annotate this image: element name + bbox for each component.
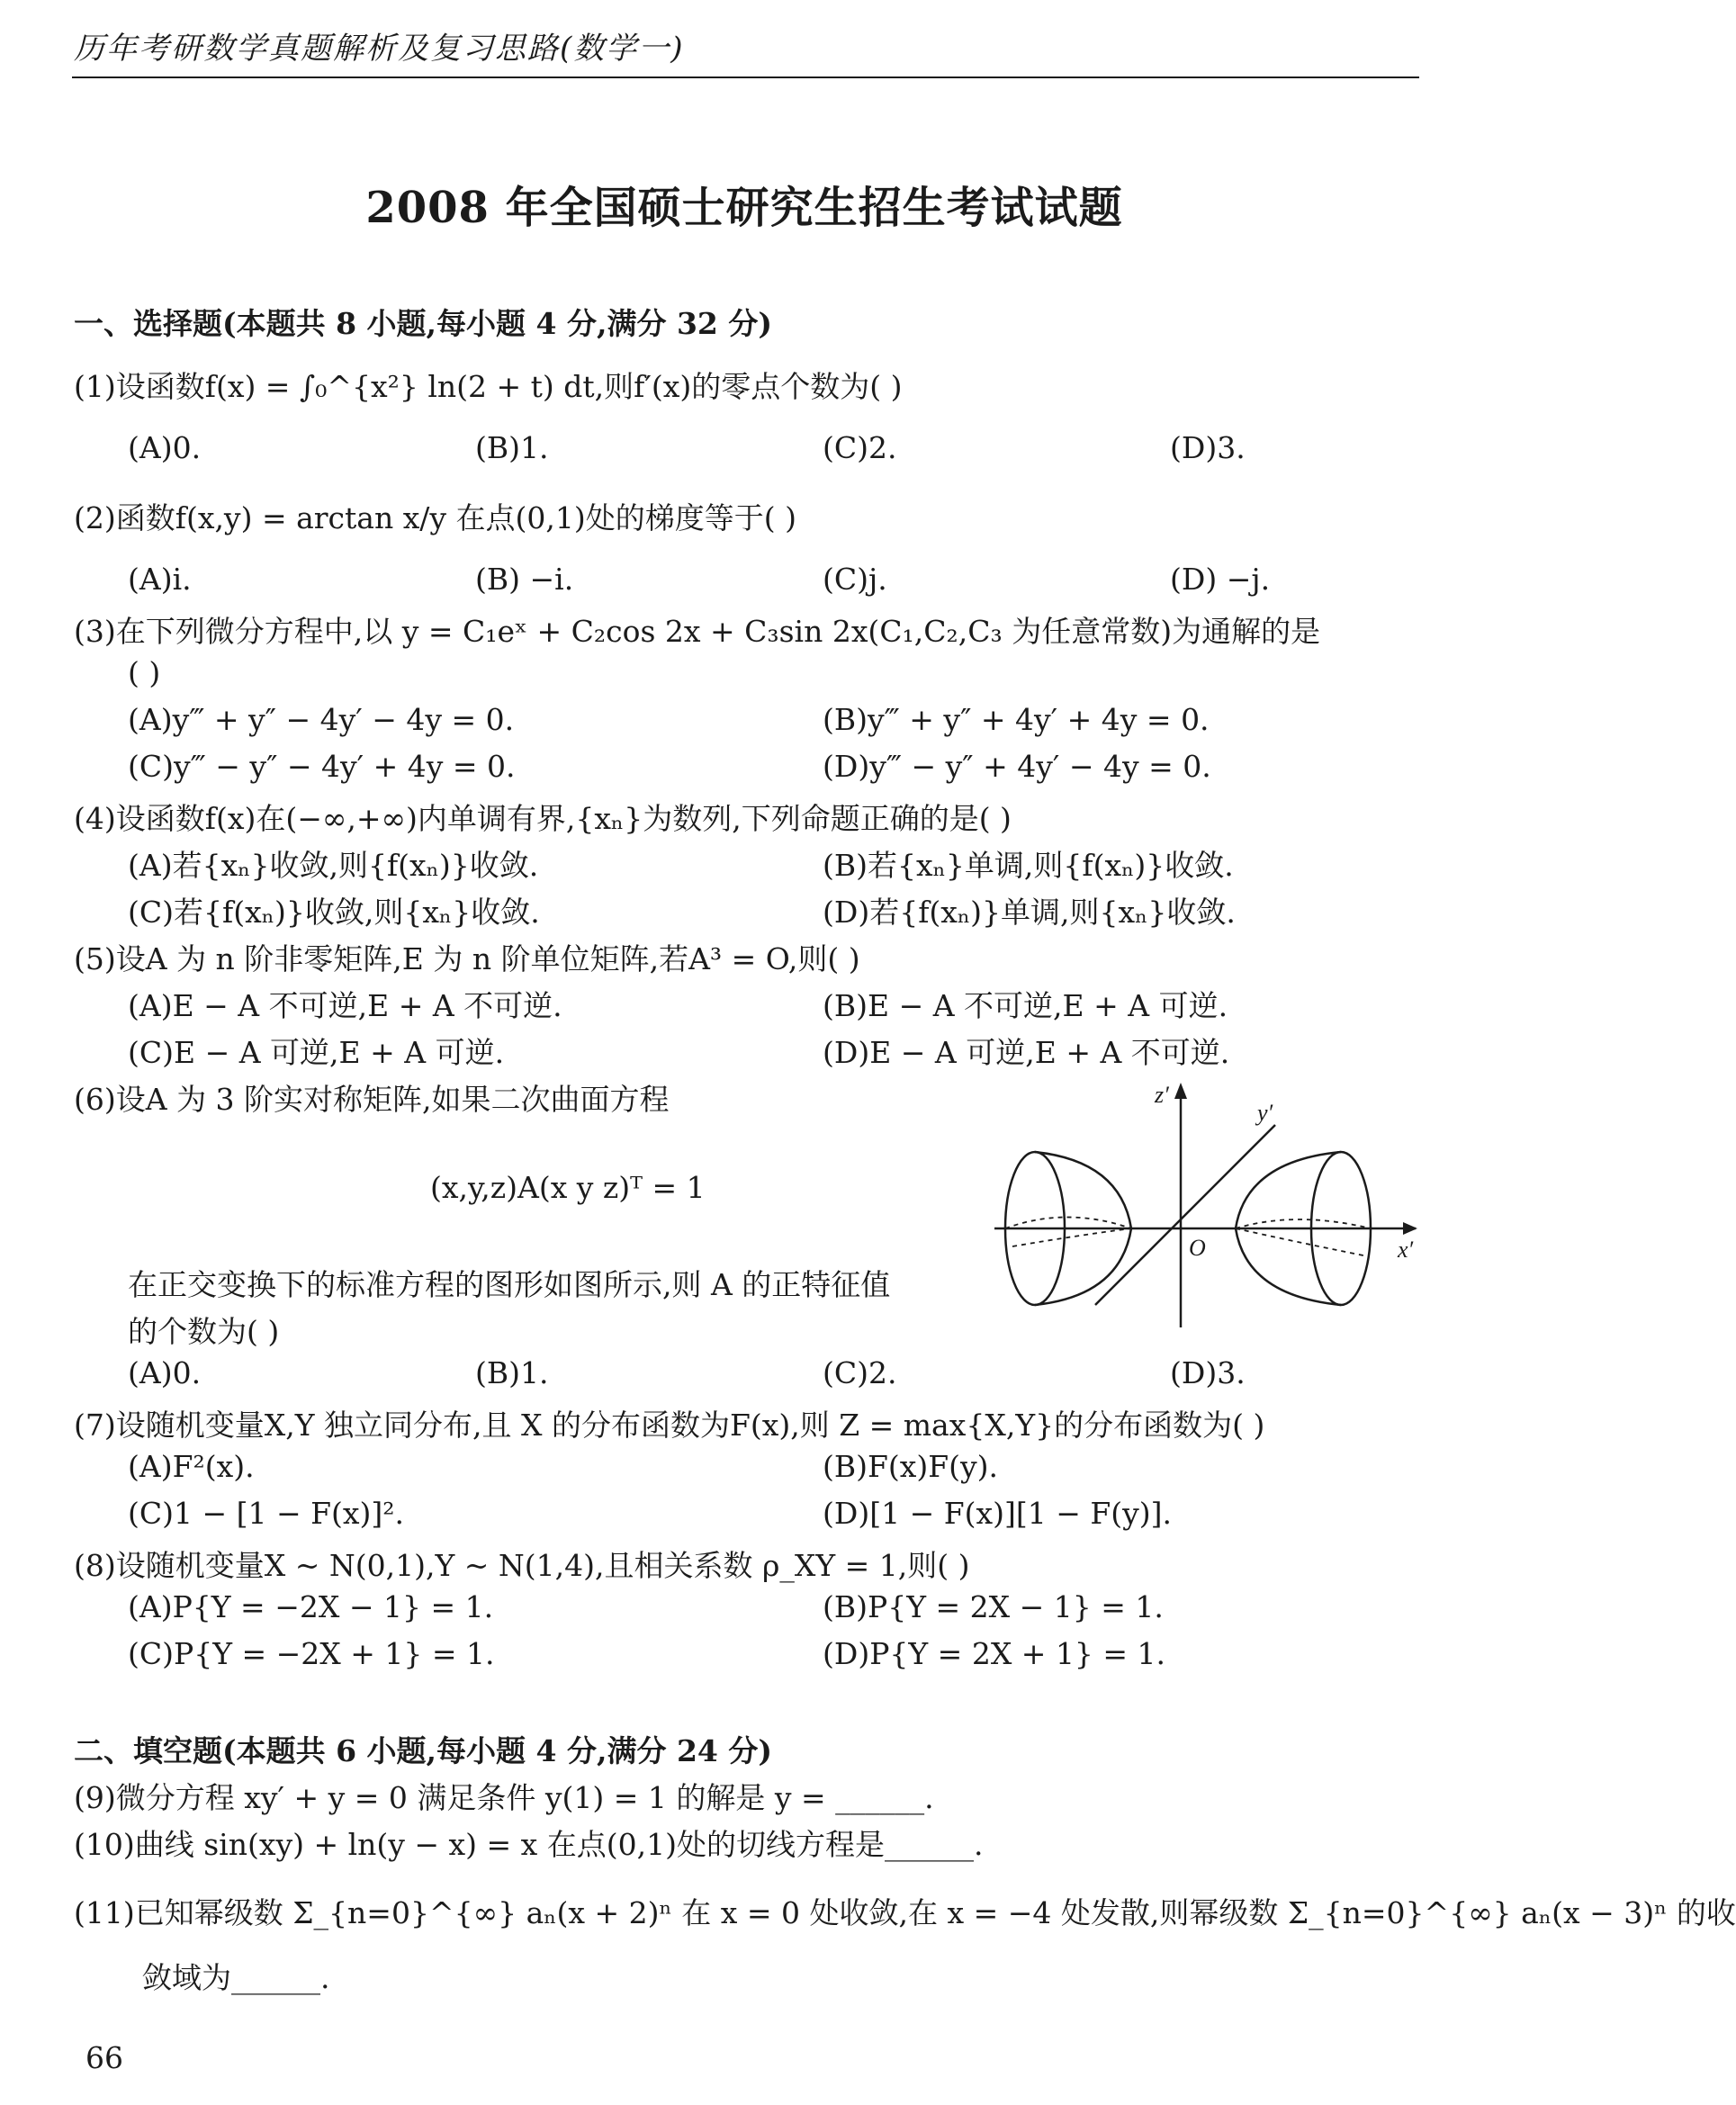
exam-title: 2008 年全国硕士研究生招生考试试题	[365, 183, 1123, 233]
running-header: 历年考研数学真题解析及复习思路(数学一)	[74, 31, 685, 67]
question-6-formula: (x,y,z)A(x y z)ᵀ = 1	[430, 1170, 706, 1205]
axis-label-x: x′	[1398, 1237, 1414, 1263]
question-1-stem: (1)设函数f(x) = ∫₀^{x²} ln(2 + t) dt,则f′(x)的零点个数为( )	[74, 369, 903, 404]
question-5-option-b: (B)E − A 不可逆,E + A 可逆.	[823, 988, 1228, 1023]
question-2-stem: (2)函数f(x,y) = arctan x/y 在点(0,1)处的梯度等于( )	[74, 500, 797, 535]
question-9-stem: (9)微分方程 xy′ + y = 0 满足条件 y(1) = 1 的解是 y = ______.	[74, 1780, 934, 1815]
question-6-stem: (6)设A 为 3 阶实对称矩阵,如果二次曲面方程	[74, 1082, 670, 1117]
question-8-stem: (8)设随机变量X ~ N(0,1),Y ~ N(1,4),且相关系数 ρ_XY = 1,则( )	[74, 1548, 970, 1583]
axis-label-y: y′	[1257, 1100, 1273, 1126]
question-5-option-a: (A)E − A 不可逆,E + A 不可逆.	[128, 988, 562, 1023]
section-heading-fill: 二、填空题(本题共 6 小题,每小题 4 分,满分 24 分)	[74, 1733, 772, 1768]
question-3-option-b: (B)y‴ + y″ + 4y′ + 4y = 0.	[823, 702, 1210, 737]
question-11-stem: (11)已知幂级数 Σ_{n=0}^{∞} aₙ(x + 2)ⁿ 在 x = 0 处收敛,在 x = −4 处发散,则幂级数 Σ_{n=0}^{∞} aₙ(x − 3)ⁿ 的收	[74, 1895, 1736, 1930]
question-6-option-c: (C)2.	[823, 1355, 897, 1390]
question-3-stem: (3)在下列微分方程中,以 y = C₁eˣ + C₂cos 2x + C₃sin 2x(C₁,C₂,C₃ 为任意常数)为通解的是	[74, 614, 1321, 649]
question-7-option-a: (A)F²(x).	[128, 1449, 255, 1484]
question-2-option-d: (D) −j.	[1170, 562, 1271, 597]
question-10-stem: (10)曲线 sin(xy) + ln(y − x) = x 在点(0,1)处的切线方程是______.	[74, 1827, 984, 1862]
question-3-option-d: (D)y‴ − y″ + 4y′ − 4y = 0.	[823, 749, 1211, 784]
question-7-option-d: (D)[1 − F(x)][1 − F(y)].	[823, 1496, 1172, 1531]
question-6-option-b: (B)1.	[475, 1355, 549, 1390]
question-3-option-c: (C)y‴ − y″ − 4y′ + 4y = 0.	[128, 749, 516, 784]
question-8-option-b: (B)P{Y = 2X − 1} = 1.	[823, 1589, 1164, 1624]
question-6-option-a: (A)0.	[128, 1355, 202, 1390]
question-4-option-c: (C)若{f(xₙ)}收敛,则{xₙ}收敛.	[128, 895, 540, 930]
question-4-option-a: (A)若{xₙ}收敛,则{f(xₙ)}收敛.	[128, 848, 539, 883]
question-1-option-d: (D)3.	[1170, 430, 1246, 465]
header-rule	[72, 76, 1419, 78]
question-3-stem-cont: ( )	[128, 655, 161, 690]
question-3-option-a: (A)y‴ + y″ − 4y′ − 4y = 0.	[128, 702, 515, 737]
origin-label: O	[1189, 1235, 1206, 1261]
quadric-surface-figure	[985, 1075, 1426, 1332]
axis-label-z: z′	[1155, 1082, 1169, 1108]
question-7-option-b: (B)F(x)F(y).	[823, 1449, 999, 1484]
question-1-option-a: (A)0.	[128, 430, 202, 465]
question-8-option-a: (A)P{Y = −2X − 1} = 1.	[128, 1589, 494, 1624]
question-5-option-c: (C)E − A 可逆,E + A 可逆.	[128, 1035, 505, 1070]
question-1-option-b: (B)1.	[475, 430, 549, 465]
question-4-option-d: (D)若{f(xₙ)}单调,则{xₙ}收敛.	[823, 895, 1236, 930]
question-2-option-b: (B) −i.	[475, 562, 574, 597]
question-2-option-a: (A)i.	[128, 562, 192, 597]
question-5-stem: (5)设A 为 n 阶非零矩阵,E 为 n 阶单位矩阵,若A³ = O,则( )	[74, 941, 860, 976]
question-6-option-d: (D)3.	[1170, 1355, 1246, 1390]
question-5-option-d: (D)E − A 可逆,E + A 不可逆.	[823, 1035, 1230, 1070]
question-8-option-c: (C)P{Y = −2X + 1} = 1.	[128, 1636, 495, 1671]
question-4-option-b: (B)若{xₙ}单调,则{f(xₙ)}收敛.	[823, 848, 1234, 883]
question-2-option-c: (C)j.	[823, 562, 887, 597]
question-6-stem-cont2: 的个数为( )	[128, 1314, 280, 1349]
question-4-stem: (4)设函数f(x)在(−∞,+∞)内单调有界,{xₙ}为数列,下列命题正确的是( )	[74, 801, 1012, 836]
question-8-option-d: (D)P{Y = 2X + 1} = 1.	[823, 1636, 1166, 1671]
question-6-stem-cont: 在正交变换下的标准方程的图形如图所示,则 A 的正特征值	[128, 1267, 891, 1302]
question-7-option-c: (C)1 − [1 − F(x)]².	[128, 1496, 404, 1531]
section-heading-choice: 一、选择题(本题共 8 小题,每小题 4 分,满分 32 分)	[74, 306, 772, 341]
question-7-stem: (7)设随机变量X,Y 独立同分布,且 X 的分布函数为F(x),则 Z = max{X,Y}的分布函数为( )	[74, 1408, 1265, 1443]
page-number: 66	[85, 2040, 123, 2075]
question-11-stem-cont: 敛域为______.	[142, 1960, 330, 1995]
question-1-option-c: (C)2.	[823, 430, 897, 465]
